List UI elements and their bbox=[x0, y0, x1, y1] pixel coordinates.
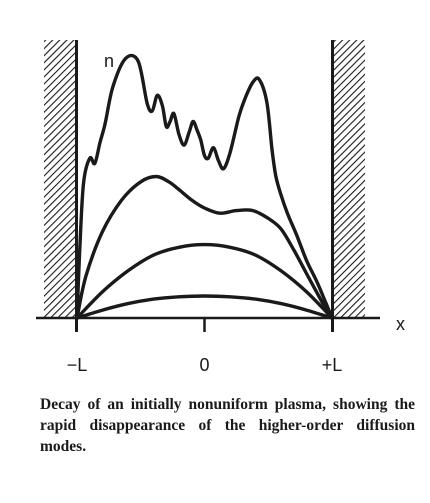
x-tick-label-minus-L: −L bbox=[66, 355, 88, 375]
left-wall-hatching bbox=[44, 40, 76, 318]
mode-curves bbox=[77, 55, 332, 318]
figure-caption: Decay of an initially nonuniform plasma, showing the rapid disappearance of the higher-order diffusion modes. bbox=[40, 396, 415, 455]
fundamental-mode-curve bbox=[77, 296, 332, 318]
right-wall-hatching bbox=[333, 40, 365, 318]
x-axis-label: x bbox=[396, 314, 405, 334]
x-tick-label-zero: 0 bbox=[199, 355, 210, 375]
y-axis-label: n bbox=[104, 51, 115, 71]
x-tick-label-plus-L: +L bbox=[321, 355, 343, 375]
